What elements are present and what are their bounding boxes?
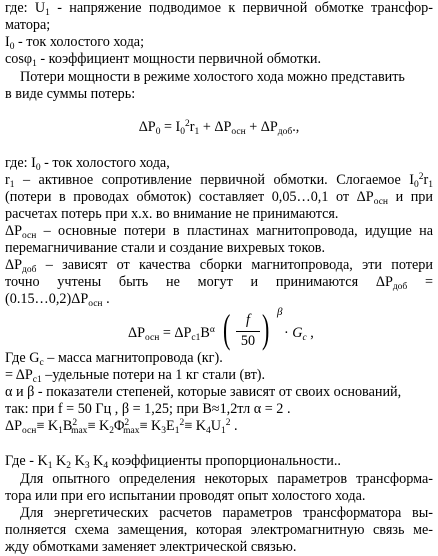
equation-losses-sum: $\Delta P_0 = I_0^2r_1 + \Delta P_{осн} + \Delta P_{доб}$., — [138, 119, 300, 137]
equation-core-losses: $\Delta P_{осн} = \Delta P_{с1}B^\alpha$ ( f 50 ) β · $G_c$ , — [128, 306, 314, 351]
text-line: (потери в проводах обмоток) составляет 0,05…0,1 от $\Delta P_{осн}$ и при — [5, 189, 433, 207]
text-line: матора; — [5, 17, 51, 33]
text-line: расчетах потерь при х.х. во внимание не принимаются. — [5, 206, 339, 222]
open-paren: ( — [223, 306, 231, 351]
text-line: где: $I_0$ - ток холостого хода, — [5, 155, 170, 173]
fraction-bar — [236, 331, 260, 332]
fraction-numerator: f — [246, 312, 250, 328]
text-line: тора или при его испытании проводят опыт холостого хода. — [5, 488, 366, 504]
paragraph-line: Для опытного определения некоторых параметров трансформа- — [20, 471, 433, 487]
fraction-denominator: 50 — [240, 333, 256, 349]
exponent-beta: β — [277, 306, 283, 318]
text-line: полняется схема замещения, которая электромагнитную связь ме- — [5, 522, 433, 538]
text-line: перемагничивание стали и создание вихревых токов. — [5, 240, 326, 256]
paragraph-line: Для энергетических расчетов параметров трансформатора вы- — [20, 505, 433, 521]
text-line: = $\Delta P_{с1}$ –удельные потери на 1 кг стали (вт). — [5, 367, 266, 385]
text-line: $\Delta P_{осн}$ – основные потери в пластинах магнитопровода, идущие на — [5, 223, 433, 241]
text-line: $(0.15\dots 0,2)\Delta P_{осн}$ . — [5, 291, 110, 309]
paragraph-line: Потери мощности в режиме холостого хода можно представить — [20, 69, 405, 85]
text-line: cosφ$_1$ - коэффициент мощности первичной обмотки. — [5, 51, 322, 69]
text-line: Где $G_c$ – масса магнитопровода (кг). — [5, 350, 223, 368]
text-line: $r_1$ – активное сопротивление первичной обмотки. Слогаемое $I_0^2r_1$ — [5, 172, 433, 190]
text-line: жду обмотками заменяет электрической связью. — [5, 539, 297, 555]
text-line: $I_0$ - ток холостого хода; — [5, 34, 145, 52]
text-line: где: $U_1$ - напряжение подводимое к первичной обмотке трансфор- — [5, 0, 433, 18]
text-line: в виде суммы потерь: — [5, 86, 136, 102]
text-line: точно учтены быть не могут и принимаются $\Delta P_{доб}$ = — [5, 274, 433, 292]
close-paren: ) — [262, 306, 270, 351]
text-line: Где - $K_1$ $K_2$ $K_3$ $K_4$ коэффициенты пропорциональности.. — [5, 453, 341, 471]
text-line: $\Delta P_{доб}$ – зависят от качества сборки магнитопровода, эти потери — [5, 257, 433, 275]
text-line: так: при f = 50 Гц , β = 1,25; при B≈1,2тл α = 2 . — [5, 401, 291, 417]
text-line: α и β - показатели степеней, которые зависят от своих оснований, — [5, 384, 402, 400]
equation-proportionality: $\Delta P_{осн}\equiv K_1B^2_{max}\equiv K_2\Phi^2_{max}\equiv K_3E_1^2\equiv K_4U_1^2$ . — [5, 418, 238, 436]
